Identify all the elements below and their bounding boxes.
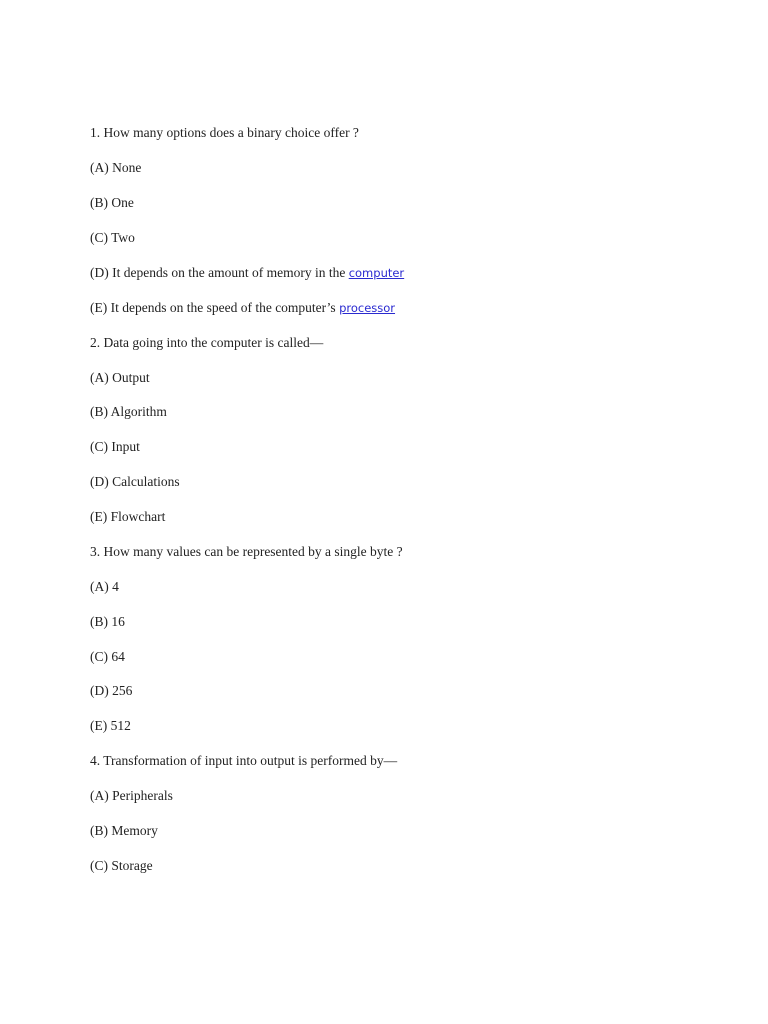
question-2: 2. Data going into the computer is called—	[90, 335, 324, 350]
computer-link[interactable]: computer	[348, 266, 405, 280]
question-1: 1. How many options does a binary choice offer ?	[90, 125, 359, 140]
question-3-option-d: (D) 256	[90, 683, 133, 698]
question-4-option-a: (A) Peripherals	[90, 788, 173, 803]
processor-link[interactable]: processor	[339, 301, 396, 315]
option-text: (D) It depends on the amount of memory in the	[90, 265, 349, 280]
question-3-option-c: (C) 64	[90, 649, 125, 664]
question-1-option-b: (B) One	[90, 195, 134, 210]
question-2-option-c: (C) Input	[90, 439, 140, 454]
question-3-option-e: (E) 512	[90, 718, 131, 733]
question-1-option-e	[90, 298, 395, 318]
question-2-option-d: (D) Calculations	[90, 474, 180, 489]
question-3: 3. How many values can be represented by a single byte ?	[90, 544, 403, 559]
question-4: 4. Transformation of input into output is performed by—	[90, 753, 398, 768]
question-2-option-e: (E) Flowchart	[90, 509, 166, 524]
question-2-option-b: (B) Algorithm	[90, 404, 167, 419]
question-4-option-c: (C) Storage	[90, 858, 153, 873]
question-1-option-c: (C) Two	[90, 230, 135, 245]
question-4-option-b: (B) Memory	[90, 823, 158, 838]
question-1-option-a: (A) None	[90, 160, 142, 175]
question-3-option-b: (B) 16	[90, 614, 125, 629]
option-text: (E) It depends on the speed of the computer’s	[90, 300, 340, 315]
question-1-option-d	[90, 263, 404, 283]
question-2-option-a: (A) Output	[90, 370, 150, 385]
question-3-option-a: (A) 4	[90, 579, 119, 594]
